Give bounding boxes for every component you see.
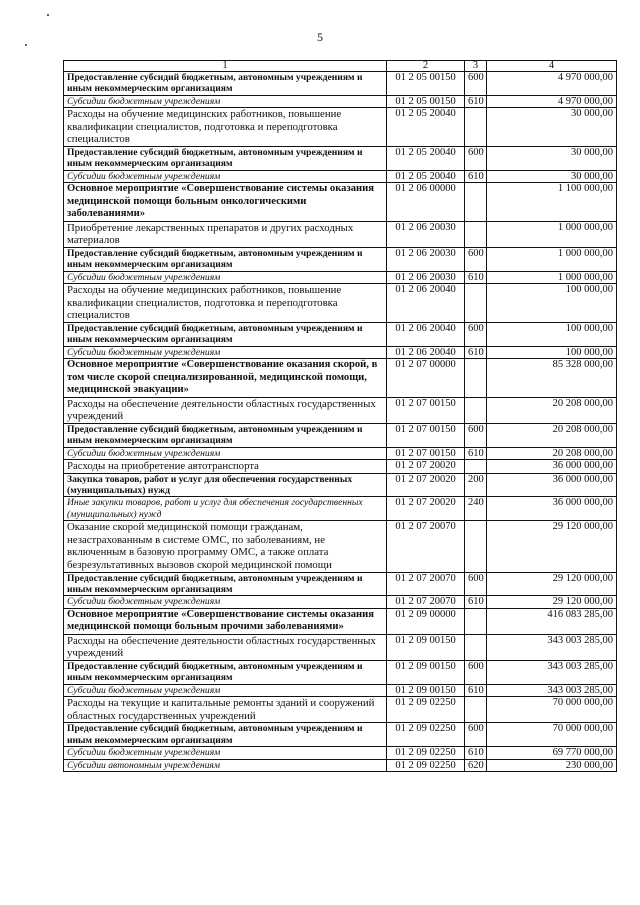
row-amount: 4 970 000,00 — [487, 95, 617, 107]
row-expense-type: 600 — [465, 247, 487, 271]
row-code: 01 2 06 20040 — [387, 346, 465, 358]
header-col-4: 4 — [487, 61, 617, 72]
row-expense-type: 600 — [465, 322, 487, 346]
row-amount: 36 000 000,00 — [487, 497, 617, 521]
row-name: Субсидии бюджетным учреждениям — [64, 95, 387, 107]
row-code: 01 2 06 00000 — [387, 183, 465, 222]
row-code: 01 2 07 00000 — [387, 359, 465, 398]
row-name: Субсидии автономным учреждениям — [64, 759, 387, 771]
row-code: 01 2 05 00150 — [387, 95, 465, 107]
header-col-3: 3 — [465, 61, 487, 72]
row-expense-type — [465, 608, 487, 634]
row-amount: 343 003 285,00 — [487, 684, 617, 696]
row-expense-type: 240 — [465, 497, 487, 521]
table-row — [64, 284, 617, 323]
table-row — [64, 572, 617, 596]
row-name: Субсидии бюджетным учреждениям — [64, 447, 387, 459]
row-expense-type: 610 — [465, 346, 487, 358]
row-code: 01 2 05 20040 — [387, 108, 465, 147]
row-expense-type: 610 — [465, 684, 487, 696]
row-name: Расходы на обеспечение деятельности областных государственных учреждений — [64, 634, 387, 660]
row-expense-type — [465, 221, 487, 247]
row-amount: 416 083 285,00 — [487, 608, 617, 634]
table-row — [64, 183, 617, 222]
table-row — [64, 473, 617, 497]
table-row — [64, 346, 617, 358]
row-amount: 343 003 285,00 — [487, 661, 617, 685]
row-amount: 100 000,00 — [487, 346, 617, 358]
row-amount: 29 120 000,00 — [487, 596, 617, 608]
row-name: Субсидии бюджетным учреждениям — [64, 271, 387, 283]
row-name: Приобретение лекарственных препаратов и других расходных материалов — [64, 221, 387, 247]
row-expense-type: 610 — [465, 170, 487, 182]
row-amount: 1 000 000,00 — [487, 247, 617, 271]
table-row — [64, 359, 617, 398]
row-name: Предоставление субсидий бюджетным, автономным учреждениям и иным некоммерческим организациям — [64, 322, 387, 346]
row-expense-type: 620 — [465, 759, 487, 771]
row-expense-type: 600 — [465, 147, 487, 171]
row-amount: 1 000 000,00 — [487, 221, 617, 247]
table-row — [64, 397, 617, 423]
row-amount: 230 000,00 — [487, 759, 617, 771]
row-expense-type: 610 — [465, 596, 487, 608]
table-row — [64, 271, 617, 283]
row-code: 01 2 09 00150 — [387, 684, 465, 696]
row-code: 01 2 07 20070 — [387, 596, 465, 608]
budget-table — [63, 60, 617, 772]
row-amount: 20 208 000,00 — [487, 423, 617, 447]
row-amount: 30 000,00 — [487, 108, 617, 147]
row-code: 01 2 07 20070 — [387, 521, 465, 572]
row-amount: 70 000 000,00 — [487, 697, 617, 723]
row-amount: 100 000,00 — [487, 322, 617, 346]
row-expense-type — [465, 521, 487, 572]
row-code: 01 2 06 20030 — [387, 221, 465, 247]
table-row — [64, 608, 617, 634]
row-name: Субсидии бюджетным учреждениям — [64, 596, 387, 608]
row-code: 01 2 07 00150 — [387, 447, 465, 459]
row-expense-type: 610 — [465, 95, 487, 107]
row-name: Основное мероприятие «Совершенствование оказания скорой, в том числе скорой специализированной, медицинской помощи, медицинской эвакуации» — [64, 359, 387, 398]
table-row — [64, 697, 617, 723]
row-name: Расходы на обеспечение деятельности областных государственных учреждений — [64, 397, 387, 423]
table-row — [64, 521, 617, 572]
row-amount: 1 000 000,00 — [487, 271, 617, 283]
row-name: Субсидии бюджетным учреждениям — [64, 346, 387, 358]
table-row — [64, 95, 617, 107]
table-row — [64, 634, 617, 660]
row-amount: 85 328 000,00 — [487, 359, 617, 398]
table-row — [64, 723, 617, 747]
row-expense-type — [465, 397, 487, 423]
row-code: 01 2 05 20040 — [387, 147, 465, 171]
table-row — [64, 147, 617, 171]
row-expense-type: 600 — [465, 423, 487, 447]
row-name: Закупка товаров, работ и услуг для обеспечения государственных (муниципальных) нужд — [64, 473, 387, 497]
row-name: Предоставление субсидий бюджетным, автономным учреждениям и иным некоммерческим организациям — [64, 661, 387, 685]
row-name: Расходы на приобретение автотранспорта — [64, 460, 387, 474]
row-code: 01 2 07 20070 — [387, 572, 465, 596]
row-expense-type: 610 — [465, 271, 487, 283]
row-amount: 36 000 000,00 — [487, 473, 617, 497]
table-row — [64, 423, 617, 447]
scan-speck — [47, 14, 49, 16]
row-amount: 1 100 000,00 — [487, 183, 617, 222]
row-code: 01 2 05 00150 — [387, 72, 465, 96]
row-amount: 29 120 000,00 — [487, 572, 617, 596]
row-name: Расходы на текущие и капитальные ремонты зданий и сооружений областных государственных учреждений — [64, 697, 387, 723]
row-expense-type: 600 — [465, 572, 487, 596]
row-expense-type: 600 — [465, 72, 487, 96]
row-name: Предоставление субсидий бюджетным, автономным учреждениям и иным некоммерческим организациям — [64, 147, 387, 171]
row-amount: 30 000,00 — [487, 147, 617, 171]
row-name: Субсидии бюджетным учреждениям — [64, 170, 387, 182]
row-code: 01 2 09 02250 — [387, 697, 465, 723]
row-code: 01 2 09 02250 — [387, 747, 465, 759]
row-code: 01 2 06 20040 — [387, 322, 465, 346]
table-row — [64, 221, 617, 247]
row-name: Предоставление субсидий бюджетным, автономным учреждениям и иным некоммерческим организациям — [64, 572, 387, 596]
row-name: Предоставление субсидий бюджетным, автономным учреждениям и иным некоммерческим организациям — [64, 723, 387, 747]
row-expense-type — [465, 634, 487, 660]
table-row — [64, 447, 617, 459]
row-expense-type — [465, 183, 487, 222]
row-name: Субсидии бюджетным учреждениям — [64, 747, 387, 759]
row-code: 01 2 06 20030 — [387, 271, 465, 283]
row-amount: 20 208 000,00 — [487, 397, 617, 423]
table-row — [64, 108, 617, 147]
table-row — [64, 661, 617, 685]
table-row — [64, 460, 617, 474]
row-expense-type: 610 — [465, 447, 487, 459]
page-number: 5 — [317, 30, 323, 44]
row-expense-type — [465, 697, 487, 723]
table-row — [64, 684, 617, 696]
row-expense-type — [465, 284, 487, 323]
table-row — [64, 170, 617, 182]
table-row — [64, 322, 617, 346]
row-name: Основное мероприятие «Совершенствование системы оказания медицинской помощи больным онкологическими заболеваниями» — [64, 183, 387, 222]
table-row — [64, 759, 617, 771]
row-name: Основное мероприятие «Совершенствование системы оказания медицинской помощи больным прочими заболеваниями» — [64, 608, 387, 634]
row-expense-type — [465, 108, 487, 147]
row-code: 01 2 06 20040 — [387, 284, 465, 323]
row-amount: 29 120 000,00 — [487, 521, 617, 572]
row-expense-type: 600 — [465, 661, 487, 685]
row-amount: 36 000 000,00 — [487, 460, 617, 474]
row-code: 01 2 09 00000 — [387, 608, 465, 634]
row-amount: 343 003 285,00 — [487, 634, 617, 660]
header-col-2: 2 — [387, 61, 465, 72]
row-amount: 100 000,00 — [487, 284, 617, 323]
row-name: Субсидии бюджетным учреждениям — [64, 684, 387, 696]
row-expense-type: 610 — [465, 747, 487, 759]
row-code: 01 2 09 02250 — [387, 759, 465, 771]
row-code: 01 2 07 20020 — [387, 460, 465, 474]
table-header-row — [64, 61, 617, 72]
row-code: 01 2 09 00150 — [387, 661, 465, 685]
row-code: 01 2 09 00150 — [387, 634, 465, 660]
row-expense-type — [465, 460, 487, 474]
row-name: Иные закупки товаров, работ и услуг для обеспечения государственных (муниципальных) нужд — [64, 497, 387, 521]
row-name: Оказание скорой медицинской помощи гражданам, незастрахованным в системе ОМС, по заболеваниям, не включенным в базовую программу ОМС, а также оплата безрезультативных вызовов скорой медицинской помощи — [64, 521, 387, 572]
header-col-1: 1 — [64, 61, 387, 72]
row-name: Расходы на обучение медицинских работников, повышение квалификации специалистов, подготовка и переподготовка специалистов — [64, 108, 387, 147]
row-amount: 69 770 000,00 — [487, 747, 617, 759]
row-amount: 30 000,00 — [487, 170, 617, 182]
table-row — [64, 747, 617, 759]
table-row — [64, 247, 617, 271]
row-amount: 20 208 000,00 — [487, 447, 617, 459]
row-amount: 4 970 000,00 — [487, 72, 617, 96]
row-code: 01 2 07 20020 — [387, 473, 465, 497]
row-expense-type: 200 — [465, 473, 487, 497]
row-code: 01 2 05 20040 — [387, 170, 465, 182]
row-amount: 70 000 000,00 — [487, 723, 617, 747]
row-expense-type — [465, 359, 487, 398]
row-code: 01 2 07 00150 — [387, 423, 465, 447]
table-row — [64, 497, 617, 521]
row-name: Предоставление субсидий бюджетным, автономным учреждениям и иным некоммерческим организациям — [64, 72, 387, 96]
row-name: Предоставление субсидий бюджетным, автономным учреждениям и иным некоммерческим организациям — [64, 247, 387, 271]
row-code: 01 2 07 00150 — [387, 397, 465, 423]
row-code: 01 2 06 20030 — [387, 247, 465, 271]
table-row — [64, 72, 617, 96]
row-name: Расходы на обучение медицинских работников, повышение квалификации специалистов, подготовка и переподготовка специалистов — [64, 284, 387, 323]
row-code: 01 2 09 02250 — [387, 723, 465, 747]
table-row — [64, 596, 617, 608]
row-code: 01 2 07 20020 — [387, 497, 465, 521]
row-name: Предоставление субсидий бюджетным, автономным учреждениям и иным некоммерческим организациям — [64, 423, 387, 447]
row-expense-type: 600 — [465, 723, 487, 747]
